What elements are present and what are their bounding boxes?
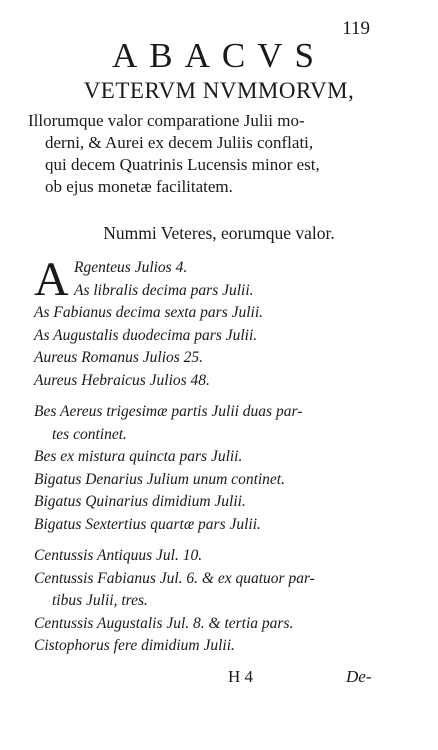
- intro-line: Illorumque valor comparatione Julii mo-: [28, 111, 305, 130]
- list-item: Bigatus Sextertius quartæ pars Julii.: [34, 515, 261, 533]
- list-item: As Fabianus decima sexta pars Julii.: [34, 304, 264, 321]
- list-item-continuation: tibus Julii, tres.: [52, 592, 148, 609]
- list-item: Aureus Romanus Julios 25.: [34, 349, 204, 366]
- drop-cap: A: [34, 253, 69, 306]
- intro-paragraph: [28, 110, 373, 198]
- list-item: Rgenteus Julios 4.: [74, 259, 188, 276]
- list-item: Centussis Antiquus Jul. 10.: [34, 547, 203, 564]
- list-item-text: Bes Aereus trigesimæ partis Julii duas par-: [34, 403, 303, 420]
- page-number: 119: [342, 18, 370, 39]
- list-item: Bigatus Quinarius dimidium Julii.: [34, 493, 246, 510]
- coin-list: [34, 253, 394, 658]
- list-item: As Augustalis duodecima pars Julii.: [34, 326, 258, 344]
- intro-line: derni, & Aurei ex decem Juliis conflati,: [45, 133, 314, 152]
- list-item-text: Centussis Fabianus Jul. 6. & ex quatuor par-: [34, 569, 315, 587]
- page-title: ABACVS: [112, 36, 326, 75]
- list-item: Bes ex mistura quincta pars Julii.: [34, 448, 243, 465]
- intro-line: ob ejus monetæ facilitatem.: [45, 177, 233, 196]
- list-item: Centussis Augustalis Jul. 8. & tertia pars.: [34, 614, 294, 632]
- list-item: Aureus Hebraicus Julios 48.: [34, 371, 210, 389]
- list-item: As libralis decima pars Julii.: [74, 281, 254, 299]
- list-item-continuation: tes continet.: [52, 425, 127, 443]
- list-item: Cistophorus fere dimidium Julii.: [34, 637, 235, 654]
- section-heading: Nummi Veteres, eorumque valor.: [103, 223, 335, 243]
- signature-mark: H 4: [228, 667, 254, 686]
- list-item: [34, 401, 394, 446]
- catchword: De-: [346, 667, 372, 686]
- page-subtitle: VETERVM NVMMORVM,: [83, 78, 355, 103]
- list-item: [34, 568, 394, 613]
- list-item: Bigatus Denarius Julium unum continet.: [34, 470, 285, 488]
- intro-line: qui decem Quatrinis Lucensis minor est,: [45, 155, 320, 174]
